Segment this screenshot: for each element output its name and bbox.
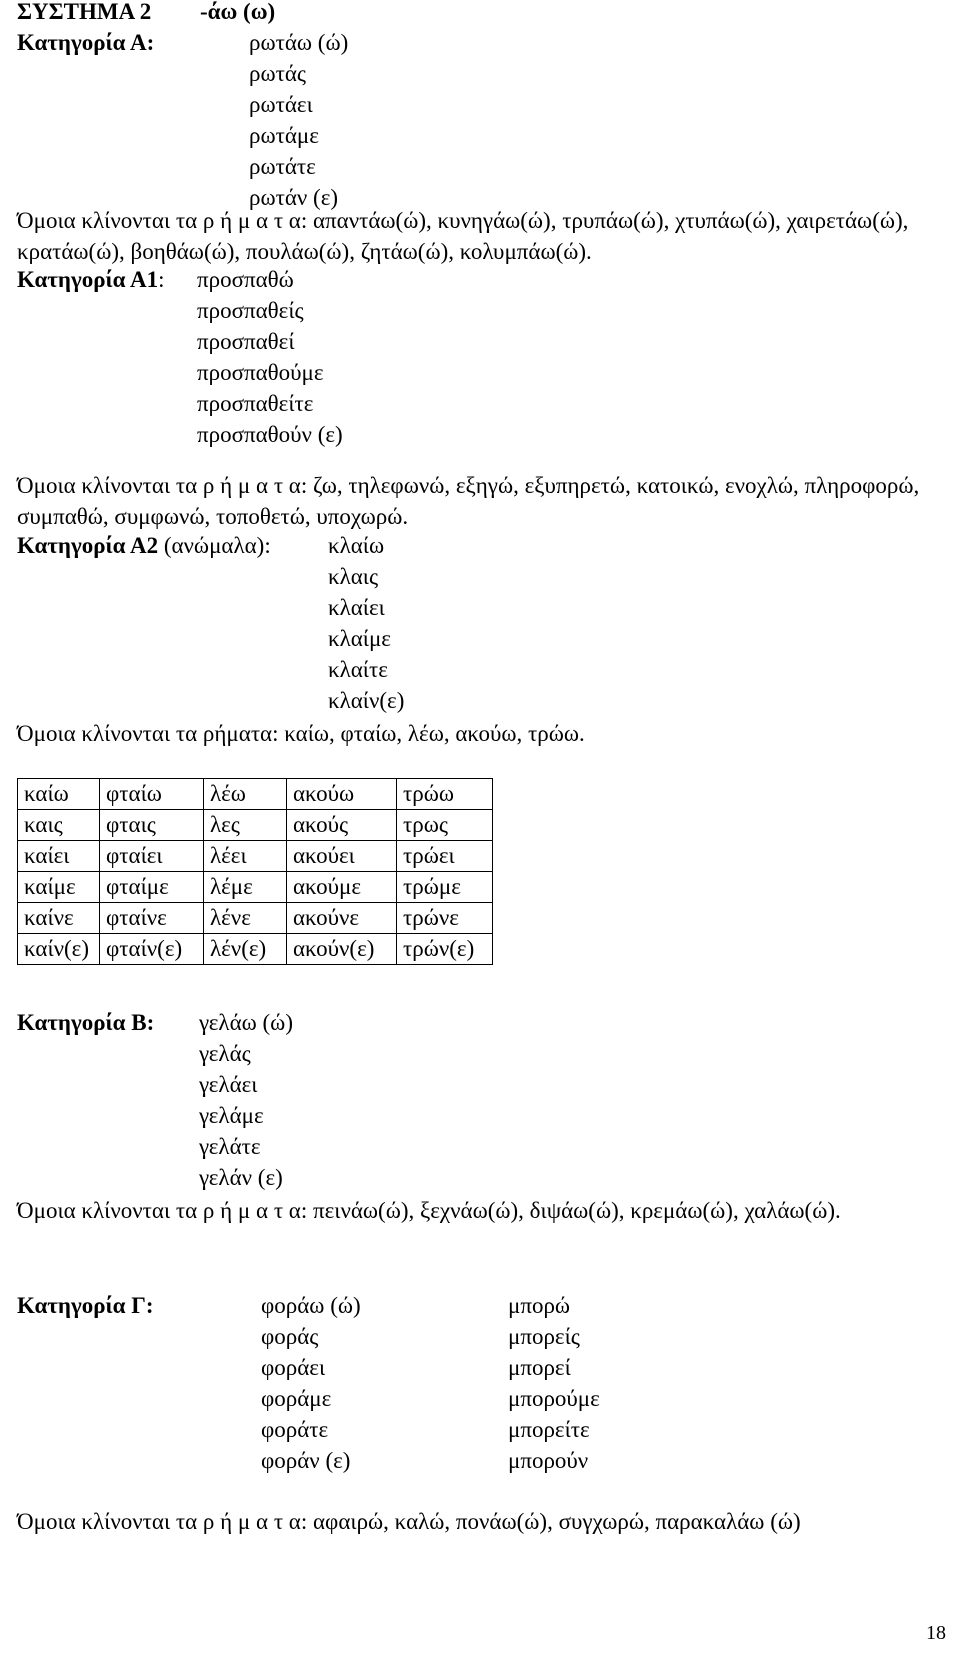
table-row: [18, 779, 493, 810]
conjugation-form: ρωτάν (ε): [249, 185, 339, 210]
category-a-forms: [249, 27, 348, 213]
category-a1-similar: Όμοια κλίνονται τα ρ ή μ α τ α: ζω, τηλεφωνώ, εξηγώ, εξυπηρετώ, κατοικώ, ενοχλώ, πληροφορώ, συμπαθώ, συμφωνώ, τοποθετώ, υποχωρώ.: [17, 473, 920, 529]
table-cell: ακούν(ε): [287, 934, 397, 965]
conjugation-form: φοράς: [261, 1324, 319, 1349]
conjugation-form: φοράτε: [261, 1417, 329, 1442]
conjugation-form: φοράμε: [261, 1386, 332, 1411]
category-a2-heading: [17, 530, 271, 561]
conjugation-form: γελάει: [199, 1072, 258, 1097]
conjugation-form: κλαίμε: [328, 626, 391, 651]
conjugation-form: μπορεί: [508, 1355, 571, 1380]
category-c-label: Κατηγορία Γ:: [17, 1293, 154, 1318]
table-cell: φταίω: [100, 779, 204, 810]
table-cell: φταις: [100, 810, 204, 841]
conjugation-form: κλαίει: [328, 595, 385, 620]
table-cell: λέω: [204, 779, 287, 810]
table-row: [18, 903, 493, 934]
conjugation-form: προσπαθούμε: [197, 360, 324, 385]
category-c-forms-1: [261, 1290, 361, 1476]
table-cell: ακούει: [287, 841, 397, 872]
conjugation-form: ρωτάς: [249, 61, 307, 86]
conjugation-form: μπορείς: [508, 1324, 580, 1349]
category-a-label: Κατηγορία Α:: [17, 30, 155, 55]
conjugation-form: φοράει: [261, 1355, 326, 1380]
conjugation-form: μπορείτε: [508, 1417, 590, 1442]
category-a1-heading: [17, 264, 164, 295]
conjugation-form: κλαίτε: [328, 657, 388, 682]
table-cell: φταίν(ε): [100, 934, 204, 965]
table-cell: ακούνε: [287, 903, 397, 934]
conjugation-form: μπορώ: [508, 1293, 571, 1318]
table-cell: καίνε: [18, 903, 100, 934]
conjugation-form: προσπαθούν (ε): [197, 422, 343, 447]
conjugation-form: μπορούμε: [508, 1386, 600, 1411]
conjugation-form: ρωτάμε: [249, 123, 319, 148]
conjugation-form: γελάμε: [199, 1103, 264, 1128]
system-ending: -άω (ω): [200, 0, 276, 24]
conjugation-form: φοράω (ώ): [261, 1293, 361, 1318]
table-cell: λέμε: [204, 872, 287, 903]
conjugation-form: κλαίω: [328, 533, 385, 558]
table-row: [18, 841, 493, 872]
category-a2-label: Κατηγορία Α2: [17, 533, 159, 558]
conjugation-form: προσπαθώ: [197, 267, 294, 292]
conjugation-form: ρωτάτε: [249, 154, 316, 179]
page-number: 18: [926, 1622, 946, 1644]
category-b-label: Κατηγορία Β:: [17, 1010, 155, 1035]
conjugation-form: γελάω (ώ): [199, 1010, 293, 1035]
conjugation-form: προσπαθείς: [197, 298, 304, 323]
table-cell: ακούμε: [287, 872, 397, 903]
conjugation-table: [17, 778, 493, 965]
table-row: [18, 934, 493, 965]
table-cell: λέν(ε): [204, 934, 287, 965]
category-a2-note: (ανώμαλα):: [163, 533, 271, 558]
table-cell: τρών(ε): [397, 934, 493, 965]
conjugation-form: προσπαθεί: [197, 329, 295, 354]
category-a1-forms: [197, 264, 343, 450]
table-row: [18, 810, 493, 841]
table-cell: καίμε: [18, 872, 100, 903]
table-cell: καίει: [18, 841, 100, 872]
category-a2-similar: Όμοια κλίνονται τα ρήματα: καίω, φταίω, λέω, ακούω, τρώω.: [17, 721, 585, 746]
table-cell: καίν(ε): [18, 934, 100, 965]
category-c-similar: Όμοια κλίνονται τα ρ ή μ α τ α: αφαιρώ, καλώ, πονάω(ώ), συγχωρώ, παρακαλάω (ώ): [17, 1509, 801, 1534]
category-a2-forms: [328, 530, 404, 716]
conjugation-form: κλαίν(ε): [328, 688, 405, 713]
table-cell: λέει: [204, 841, 287, 872]
category-b-similar: Όμοια κλίνονται τα ρ ή μ α τ α: πεινάω(ώ), ξεχνάω(ώ), διψάω(ώ), κρεμάω(ώ), χαλάω(ώ).: [17, 1198, 841, 1223]
conjugation-form: ρωτάει: [249, 92, 313, 117]
table-cell: καίω: [18, 779, 100, 810]
category-a1-label: Κατηγορία Α1: [17, 267, 159, 292]
conjugation-form: γελάν (ε): [199, 1165, 283, 1190]
table-cell: λένε: [204, 903, 287, 934]
table-cell: τρώνε: [397, 903, 493, 934]
conjugation-form: κλαις: [328, 564, 379, 589]
category-c-forms-2: [508, 1290, 600, 1476]
category-a-similar: Όμοια κλίνονται τα ρ ή μ α τ α: απαντάω(ώ), κυνηγάω(ώ), τρυπάω(ώ), χτυπάω(ώ), χαιρετάω(ώ), κρατάω(ώ), βοηθάω(ώ), πουλάω(ώ), ζητάω(ώ), κολυμπάω(ώ).: [17, 208, 909, 264]
conjugation-form: προσπαθείτε: [197, 391, 314, 416]
conjugation-form: φοράν (ε): [261, 1448, 351, 1473]
system-title: ΣΥΣΤΗΜΑ 2: [17, 0, 152, 24]
conjugation-form: γελάτε: [199, 1134, 261, 1159]
conjugation-form: μπορούν: [508, 1448, 589, 1473]
table-cell: τρώω: [397, 779, 493, 810]
conjugation-form: γελάς: [199, 1041, 251, 1066]
table-cell: ακούς: [287, 810, 397, 841]
table-cell: φταίνε: [100, 903, 204, 934]
table-cell: ακούω: [287, 779, 397, 810]
table-cell: καις: [18, 810, 100, 841]
conjugation-form: ρωτάω (ώ): [249, 30, 349, 55]
table-row: [18, 872, 493, 903]
table-cell: φταίει: [100, 841, 204, 872]
category-a1-colon: :: [158, 267, 165, 292]
category-b-forms: [199, 1007, 293, 1193]
table-cell: φταίμε: [100, 872, 204, 903]
table-cell: τρώει: [397, 841, 493, 872]
table-cell: λες: [204, 810, 287, 841]
table-cell: τρώμε: [397, 872, 493, 903]
table-cell: τρως: [397, 810, 493, 841]
